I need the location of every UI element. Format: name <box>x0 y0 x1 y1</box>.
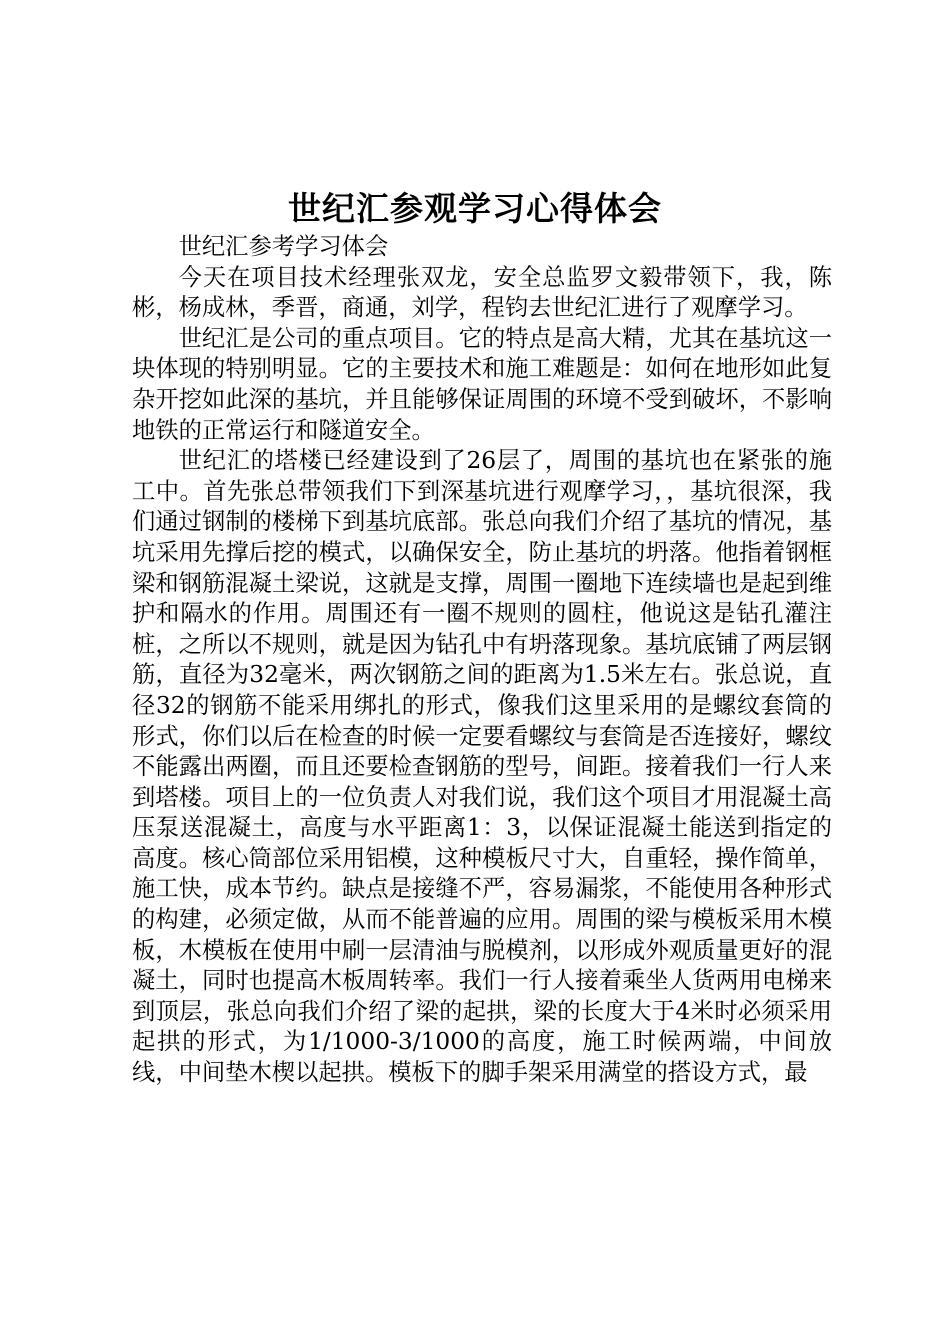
document-title: 世纪汇参观学习心得体会 <box>288 189 662 228</box>
body-paragraph: 世纪汇是公司的重点项目。它的特点是高大精，尤其在基坑这一块体现的特别明显。它的主要技术和施工难题是：如何在地形如此复杂开挖如此深的基坑，并且能够保证周围的环境不受到破坏，不影响地铁的正常运行和隧道安全。 <box>132 324 832 444</box>
document-body <box>132 232 832 1089</box>
body-paragraph: 世纪汇的塔楼已经建设到了26层了，周围的基坑也在紧张的施工中。首先张总带领我们下到深基坑进行观摩学习，，基坑很深，我们通过钢制的楼梯下到基坑底部。张总向我们介绍了基坑的情况，基坑采用先撑后挖的模式，以确保安全，防止基坑的坍落。他指着钢框梁和钢筋混凝土梁说，这就是支撑，周围一圈地下连续墙也是起到维护和隔水的作用。周围还有一圈不规则的圆柱，他说这是钻孔灌注桩，之所以不规则，就是因为钻孔中有坍落现象。基坑底铺了两层钢筋，直径为32毫米，两次钢筋之间的距离为1.5米左右。张总说，直径32的钢筋不能采用绑扎的形式，像我们这里采用的是螺纹套筒的形式，你们以后在检查的时候一定要看螺纹与套筒是否连接好，螺纹不能露出两圈，而且还要检查钢筋的型号，间距。接着我们一行人来到塔楼。项目上的一位负责人对我们说，我们这个项目才用混凝土高压泵送混凝土，高度与水平距离1：3，以保证混凝土能送到指定的高度。核心筒部位采用铝模，这种模板尺寸大，自重轻，操作简单，施工快，成本节约。缺点是接缝不严，容易漏浆，不能使用各种形式的构建，必须定做，从而不能普遍的应用。周围的梁与模板采用木模板，木模板在使用中刷一层清油与脱模剂，以形成外观质量更好的混凝土，同时也提高木板周转率。我们一行人接着乘坐人货两用电梯来到顶层，张总向我们介绍了梁的起拱，梁的长度大于4米时必须采用起拱的形式，为1/1000-3/1000的高度，施工时候两端，中间放线，中间垫木楔以起拱。模板下的脚手架采用满堂的搭设方式，最 <box>132 447 832 1087</box>
body-paragraph: 今天在项目技术经理张双龙，安全总监罗文毅带领下，我，陈彬，杨成林，季晋，商通，刘学，程钧去世纪汇进行了观摩学习。 <box>132 263 832 322</box>
subtitle-paragraph: 世纪汇参考学习体会 <box>178 233 389 260</box>
